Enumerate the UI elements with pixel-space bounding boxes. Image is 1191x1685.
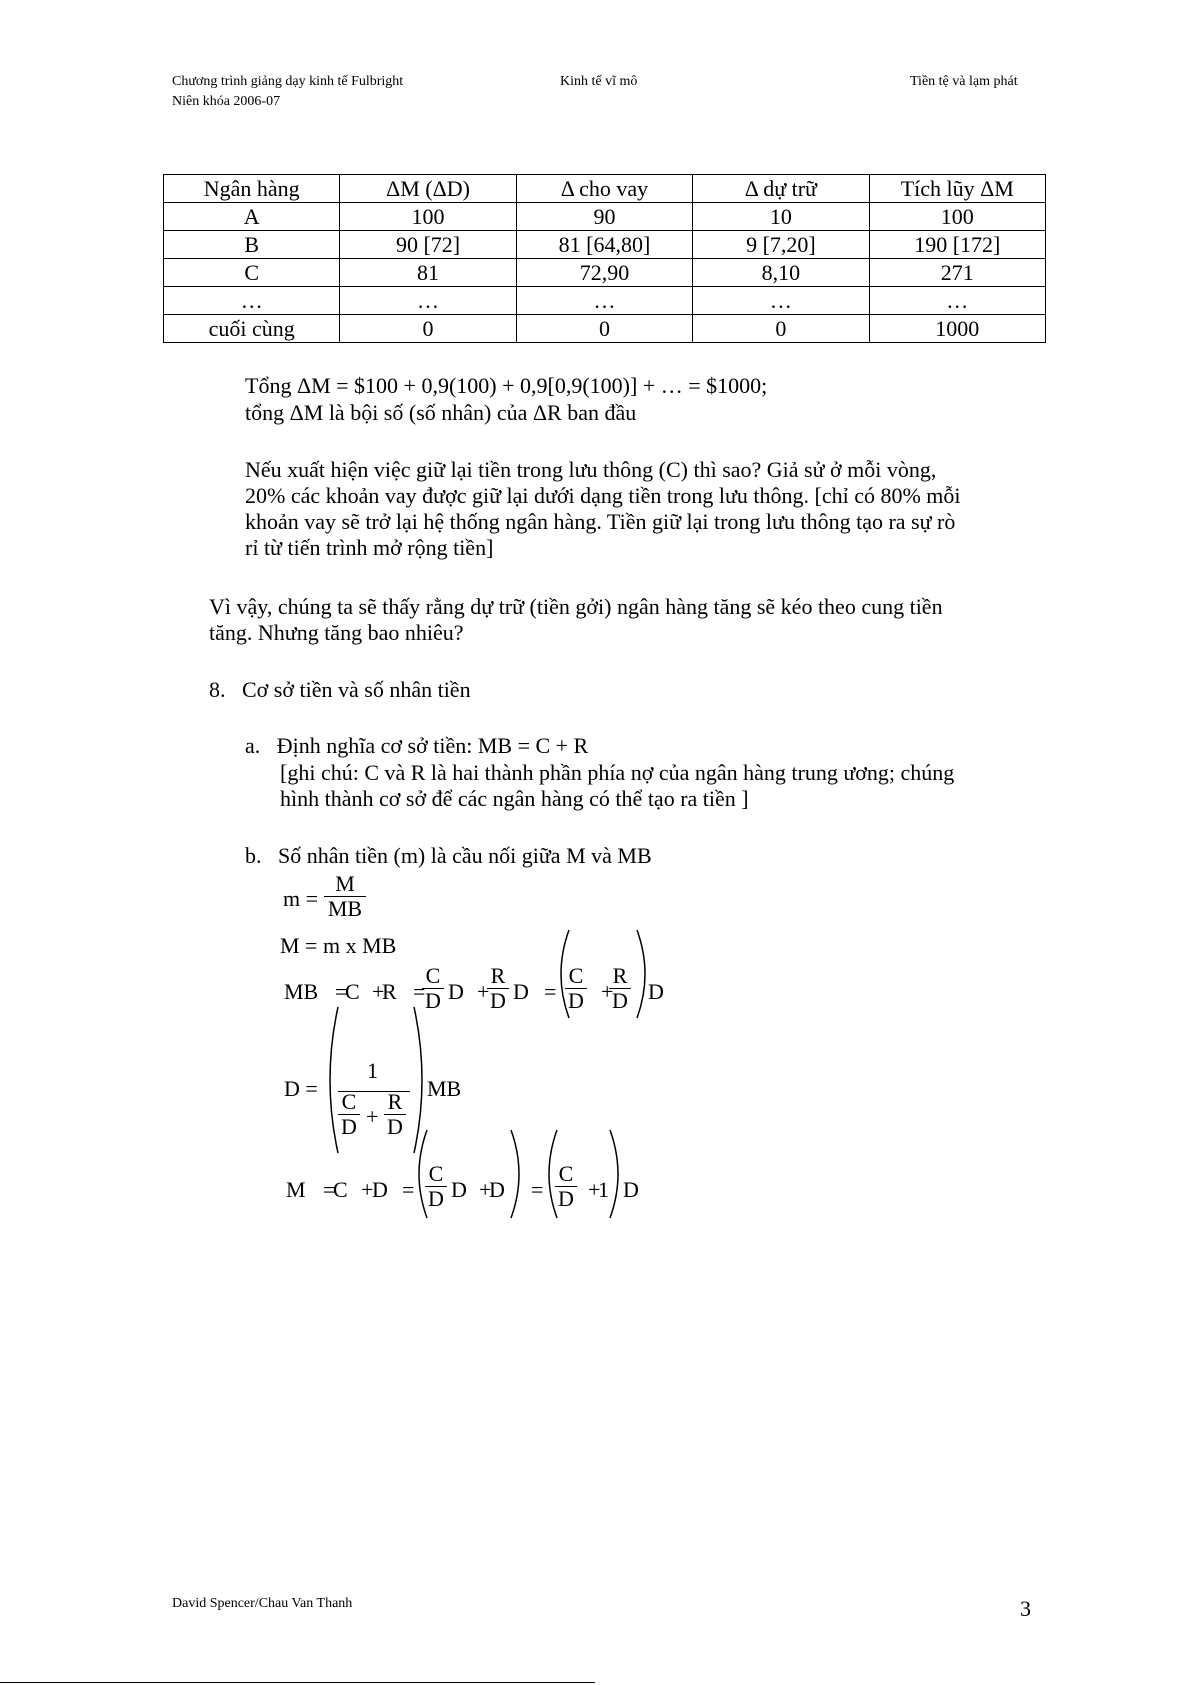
table-cell: 100 xyxy=(869,203,1045,231)
plus-sign: + xyxy=(477,979,490,1004)
equals-sign: = xyxy=(402,1177,415,1202)
table-cell: 8,10 xyxy=(693,259,869,287)
text-line: hình thành cơ sở để các ngân hàng có thể tạo ra tiền ] xyxy=(280,786,749,811)
table-header-row xyxy=(164,175,1046,203)
table-cell: C xyxy=(164,259,340,287)
fraction-denominator: D xyxy=(612,988,628,1013)
fraction-numerator: C xyxy=(425,963,441,988)
text-line: Nếu xuất hiện việc giữ lại tiền trong lưu thông (C) thì sao? Giả sử ở mỗi vòng, xyxy=(245,457,937,482)
fraction-numerator: C xyxy=(341,1089,357,1114)
fraction-numerator: M xyxy=(335,871,355,896)
fraction-numerator: R xyxy=(387,1089,403,1114)
formula-m-lhs-2: M xyxy=(286,1177,306,1202)
table-cell: 100 xyxy=(340,203,516,231)
fraction-r-over-d xyxy=(384,1090,406,1139)
fraction-numerator: C xyxy=(428,1161,444,1186)
formula-m-lhs: m = xyxy=(283,886,319,911)
item-a-note xyxy=(280,760,1060,812)
plus-sign: + xyxy=(366,1104,379,1129)
formula-d-lhs: D = xyxy=(284,1076,318,1101)
equals-sign: = xyxy=(531,1177,544,1202)
cash-leakage-paragraph xyxy=(245,457,1045,561)
table-cell: … xyxy=(693,287,869,315)
table-row xyxy=(164,287,1046,315)
header-topic: Tiền tệ và lạm phát xyxy=(910,74,1018,89)
fraction-c-over-d xyxy=(425,1162,447,1211)
table-cell: 9 [7,20] xyxy=(693,231,869,259)
fraction-denominator: D xyxy=(425,988,441,1013)
text-line: tăng. Nhưng tăng bao nhiêu? xyxy=(209,620,464,645)
fraction-numerator: C xyxy=(568,963,584,988)
table-header: Tích lũy ΔM xyxy=(869,175,1045,203)
header-program: Chương trình giảng dạy kinh tế Fulbright xyxy=(172,74,404,89)
page-number: 3 xyxy=(1020,1596,1031,1621)
formula-m-times-mb: M = m x MB xyxy=(280,933,397,958)
fraction-c-over-d xyxy=(555,1162,577,1211)
table-header: ΔM (ΔD) xyxy=(340,175,516,203)
item-b: b. Số nhân tiền (m) là cầu nối giữa M và MB xyxy=(245,843,652,868)
text-line: 20% các khoản vay được giữ lại dưới dạng tiền trong lưu thông. [chỉ có 80% mỗi xyxy=(245,483,961,508)
table-header: Δ dự trữ xyxy=(693,175,869,203)
fraction-c-over-d xyxy=(338,1090,360,1139)
symbol-mb: MB xyxy=(427,1076,462,1101)
symbol-c: C xyxy=(333,1177,348,1202)
table-cell: 0 xyxy=(340,315,516,343)
table-cell: 0 xyxy=(693,315,869,343)
table-row xyxy=(164,259,1046,287)
table-cell: 81 [64,80] xyxy=(516,231,692,259)
table-cell: … xyxy=(340,287,516,315)
plus-sign: + xyxy=(479,1177,492,1202)
fraction-denominator: D xyxy=(428,1186,444,1211)
text-line: khoản vay sẽ trở lại hệ thống ngân hàng. Tiền giữ lại trong lưu thông tạo ra sự rò xyxy=(245,509,956,534)
right-paren xyxy=(608,1128,626,1220)
symbol-d: D xyxy=(513,979,529,1004)
header-year: Niên khóa 2006-07 xyxy=(172,94,281,109)
equals-sign: = xyxy=(413,979,426,1004)
money-expansion-table xyxy=(163,174,1046,343)
table-cell: 81 xyxy=(340,259,516,287)
table-row xyxy=(164,315,1046,343)
table-cell: cuối cùng xyxy=(164,315,340,343)
right-paren xyxy=(635,928,653,1020)
equals-sign: = xyxy=(544,979,557,1004)
fraction-r-over-d xyxy=(487,964,509,1013)
table-cell: 90 [72] xyxy=(340,231,516,259)
fraction-denominator: MB xyxy=(327,896,363,921)
total-line-1: Tổng ΔM = $100 + 0,9(100) + 0,9[0,9(100)] + … = $1000; xyxy=(245,373,768,398)
symbol-one: 1 xyxy=(367,1058,378,1083)
table-row xyxy=(164,203,1046,231)
symbol-c: C xyxy=(345,979,360,1004)
table-cell: 90 xyxy=(516,203,692,231)
fraction-denominator: D xyxy=(490,988,506,1013)
plus-sign: + xyxy=(601,979,614,1004)
symbol-d: D xyxy=(451,1177,467,1202)
equals-sign: = xyxy=(323,1177,336,1202)
table-header: Δ cho vay xyxy=(516,175,692,203)
plus-sign: + xyxy=(588,1177,601,1202)
equals-sign: = xyxy=(335,979,348,1004)
table-cell: 0 xyxy=(516,315,692,343)
table-cell: 271 xyxy=(869,259,1045,287)
header-course: Kinh tế vĩ mô xyxy=(560,74,638,89)
table-cell: … xyxy=(164,287,340,315)
table-cell: … xyxy=(869,287,1045,315)
footer-authors: David Spencer/Chau Van Thanh xyxy=(172,1596,353,1611)
fraction-denominator: D xyxy=(558,1186,574,1211)
fraction-c-over-d xyxy=(565,964,587,1013)
plus-sign: + xyxy=(372,979,385,1004)
table-cell: 10 xyxy=(693,203,869,231)
formula-m-fraction xyxy=(324,872,366,921)
symbol-d: D xyxy=(648,979,664,1004)
table-cell: A xyxy=(164,203,340,231)
table-cell: 190 [172] xyxy=(869,231,1045,259)
fraction-r-over-d xyxy=(609,964,631,1013)
fraction-denominator: D xyxy=(568,988,584,1013)
fraction-denominator: D xyxy=(387,1114,403,1139)
table-cell: B xyxy=(164,231,340,259)
symbol-one: 1 xyxy=(598,1177,609,1202)
symbol-d: D xyxy=(489,1177,505,1202)
table-row xyxy=(164,231,1046,259)
plus-sign: + xyxy=(361,1177,374,1202)
symbol-d: D xyxy=(623,1177,639,1202)
symbol-r: R xyxy=(382,979,397,1004)
fraction-numerator: C xyxy=(558,1161,574,1186)
table-cell: 1000 xyxy=(869,315,1045,343)
item-a: a. Định nghĩa cơ sở tiền: MB = C + R xyxy=(245,733,589,758)
section-8-heading: 8. Cơ sở tiền và số nhân tiền xyxy=(209,677,471,702)
right-paren xyxy=(509,1128,527,1220)
table-cell: … xyxy=(516,287,692,315)
symbol-d: D xyxy=(372,1177,388,1202)
formula-mb-lhs: MB xyxy=(284,979,319,1004)
conclusion-paragraph xyxy=(209,594,1049,646)
symbol-d: D xyxy=(448,979,464,1004)
table-cell: 72,90 xyxy=(516,259,692,287)
bottom-rule xyxy=(0,1682,595,1683)
table-header: Ngân hàng xyxy=(164,175,340,203)
fraction-numerator: R xyxy=(490,963,506,988)
fraction-denominator: D xyxy=(341,1114,357,1139)
text-line: rỉ từ tiến trình mở rộng tiền] xyxy=(245,535,494,560)
total-line-2: tổng ΔM là bội số (số nhân) của ΔR ban đầu xyxy=(245,400,637,425)
text-line: [ghi chú: C và R là hai thành phần phía nợ của ngân hàng trung ương; chúng xyxy=(280,760,955,785)
text-line: Vì vậy, chúng ta sẽ thấy rằng dự trữ (tiền gởi) ngân hàng tăng sẽ kéo theo cung tiền xyxy=(209,594,943,619)
fraction-numerator: R xyxy=(612,963,628,988)
